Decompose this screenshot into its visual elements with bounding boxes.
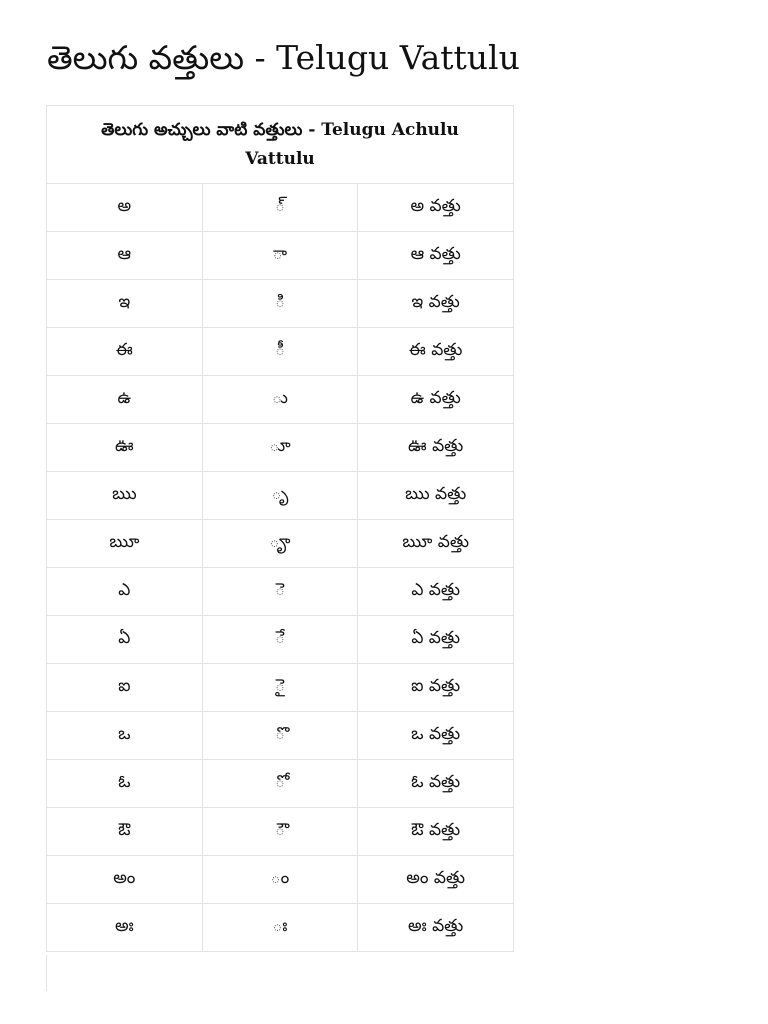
vowel-cell: ఎ xyxy=(47,568,203,616)
table-row xyxy=(47,472,514,520)
vattu-cell: ఊ వత్తు xyxy=(358,424,514,472)
vattu-cell: ఆ వత్తు xyxy=(358,232,514,280)
vattu-cell: ఏ వత్తు xyxy=(358,616,514,664)
vowel-cell: ఆ xyxy=(47,232,203,280)
vowel-sign-cell: ు xyxy=(202,376,358,424)
table-row xyxy=(47,856,514,904)
page-title: తెలుగు వత్తులు - Telugu Vattulu xyxy=(47,38,520,77)
vowel-cell: ౠ xyxy=(47,520,203,568)
table-row xyxy=(47,664,514,712)
vattu-cell: ఔ వత్తు xyxy=(358,808,514,856)
vowel-sign-cell: ీ xyxy=(202,328,358,376)
vowel-sign-cell: ూ xyxy=(202,424,358,472)
vowel-cell: ఉ xyxy=(47,376,203,424)
table-row xyxy=(47,808,514,856)
vowel-sign-cell: ో xyxy=(202,760,358,808)
vattu-cell: అః వత్తు xyxy=(358,904,514,952)
vowel-cell: ఔ xyxy=(47,808,203,856)
vattu-cell: ఎ వత్తు xyxy=(358,568,514,616)
vattu-cell: ఓ వత్తు xyxy=(358,760,514,808)
table-body xyxy=(47,106,514,952)
vowel-cell: అం xyxy=(47,856,203,904)
table-row xyxy=(47,616,514,664)
vowel-sign-cell: ై xyxy=(202,664,358,712)
vowel-cell: ఐ xyxy=(47,664,203,712)
table-row xyxy=(47,712,514,760)
table-row xyxy=(47,568,514,616)
table-row xyxy=(47,184,514,232)
table-row xyxy=(47,760,514,808)
vattu-cell: ఐ వత్తు xyxy=(358,664,514,712)
vattulu-table xyxy=(46,105,514,952)
vowel-cell: ఏ xyxy=(47,616,203,664)
vowel-sign-cell: ్ xyxy=(202,184,358,232)
vowel-cell: ఋ xyxy=(47,472,203,520)
vowel-sign-cell: ం xyxy=(202,856,358,904)
vowel-sign-cell: ః xyxy=(202,904,358,952)
table-row xyxy=(47,520,514,568)
vattu-cell: ఈ వత్తు xyxy=(358,328,514,376)
vowel-cell: ఊ xyxy=(47,424,203,472)
page-border-line xyxy=(46,955,47,991)
vowel-cell: ఓ xyxy=(47,760,203,808)
vowel-sign-cell: ొ xyxy=(202,712,358,760)
vowel-sign-cell: ృ xyxy=(202,472,358,520)
table-row xyxy=(47,280,514,328)
vowel-sign-cell: ౌ xyxy=(202,808,358,856)
vowel-cell: ఇ xyxy=(47,280,203,328)
table-caption: తెలుగు అచ్చులు వాటి వత్తులు - Telugu Achulu Vattulu xyxy=(101,119,459,169)
table-row xyxy=(47,232,514,280)
vowel-cell: అ xyxy=(47,184,203,232)
vattu-cell: ఋ వత్తు xyxy=(358,472,514,520)
vowel-cell: అః xyxy=(47,904,203,952)
vattulu-table-container xyxy=(46,105,514,952)
vowel-sign-cell: ా xyxy=(202,232,358,280)
vowel-sign-cell: ే xyxy=(202,616,358,664)
vowel-cell: ఒ xyxy=(47,712,203,760)
table-caption-cell xyxy=(47,106,514,184)
table-caption-row xyxy=(47,106,514,184)
table-row xyxy=(47,376,514,424)
vowel-sign-cell: ె xyxy=(202,568,358,616)
vattu-cell: ౠ వత్తు xyxy=(358,520,514,568)
vattu-cell: ఉ వత్తు xyxy=(358,376,514,424)
table-row xyxy=(47,424,514,472)
vattu-cell: అం వత్తు xyxy=(358,856,514,904)
table-row xyxy=(47,904,514,952)
vowel-sign-cell: ౄ xyxy=(202,520,358,568)
vowel-sign-cell: ి xyxy=(202,280,358,328)
vattu-cell: ఒ వత్తు xyxy=(358,712,514,760)
vattu-cell: అ వత్తు xyxy=(358,184,514,232)
vattu-cell: ఇ వత్తు xyxy=(358,280,514,328)
vowel-cell: ఈ xyxy=(47,328,203,376)
table-row xyxy=(47,328,514,376)
